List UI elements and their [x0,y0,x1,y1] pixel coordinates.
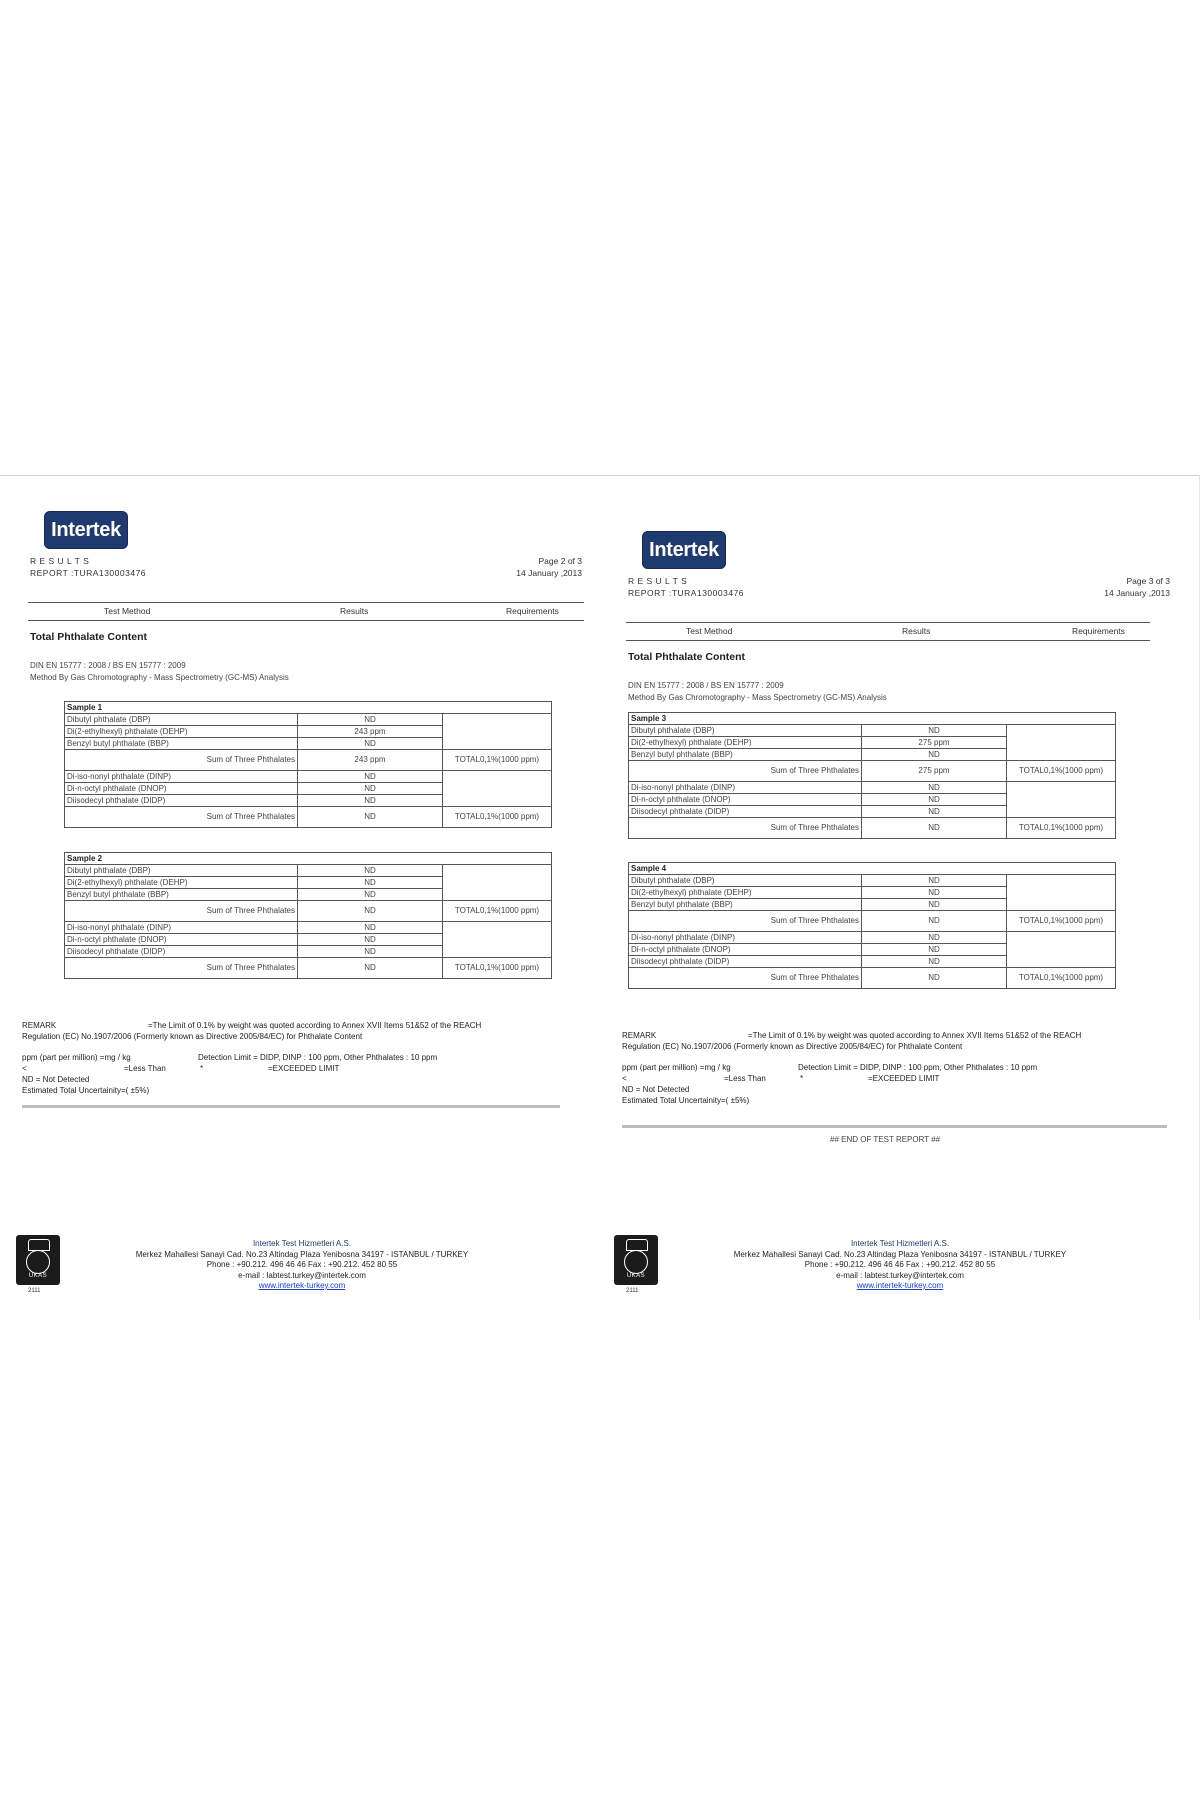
table-header [626,622,1150,641]
company-phone: Phone : +90.212. 496 46 46 Fax : +90.212. 452 80 55 [206,1260,398,1269]
requirement-cell [443,865,552,901]
compound-label: Diisodecyl phthalate (DIDP) [65,795,298,807]
compound-label: Di-n-octyl phthalate (DNOP) [65,783,298,795]
table-row [629,725,1116,737]
ppm-definition: ppm (part per million) =mg / kg [22,1053,131,1062]
report-date: 14 January ,2013 [516,568,582,578]
company-phone: Phone : +90.212. 496 46 46 Fax : +90.212. 452 80 55 [804,1260,996,1269]
method-standard: DIN EN 15777 : 2008 / BS EN 15777 : 2009 [628,681,784,690]
remark-regulation: Regulation (EC) No.1907/2006 (Formerly known as Directive 2005/84/EC) for Phthalate Content [22,1032,363,1041]
less-than-symbol: < [22,1064,27,1073]
exceeded-symbol: * [800,1074,804,1083]
result-value: ND [298,865,443,877]
result-value: ND [862,875,1007,887]
report-page-3 [620,475,1180,1320]
company-address: Merkez Mahallesi Sanayi Cad. No.23 Altindag Plaza Yenibosna 34197 - ISTANBUL / TURKEY [135,1249,469,1259]
compound-label: Dibutyl phthalate (DBP) [65,714,298,726]
sum-requirement: TOTAL0,1%(1000 ppm) [1007,911,1116,932]
result-value: ND [298,738,443,750]
detection-limit: Detection Limit = DIDP, DINP : 100 ppm, Other Phthalates : 10 ppm [198,1053,438,1062]
company-address: Merkez Mahallesi Sanayi Cad. No.23 Altindag Plaza Yenibosna 34197 - ISTANBUL / TURKEY [733,1249,1067,1259]
table-row [65,922,552,934]
sample-name: Sample 3 [629,713,1116,725]
sum-row [65,901,552,922]
sum-requirement: TOTAL0,1%(1000 ppm) [1007,968,1116,989]
company-name: Intertek Test Hizmetleri A.S. [850,1239,950,1248]
report-header-right [970,575,1170,599]
sum-requirement: TOTAL0,1%(1000 ppm) [443,807,552,828]
sum-value: 275 ppm [862,761,1007,782]
sum-requirement: TOTAL0,1%(1000 ppm) [1007,818,1116,839]
nd-definition: ND = Not Detected [622,1085,690,1094]
result-value: 275 ppm [862,737,1007,749]
remark-regulation: Regulation (EC) No.1907/2006 (Formerly known as Directive 2005/84/EC) for Phthalate Content [622,1042,963,1051]
report-date: 14 January ,2013 [1104,588,1170,598]
compound-label: Dibutyl phthalate (DBP) [65,865,298,877]
compound-label: Di-n-octyl phthalate (DNOP) [629,794,862,806]
sum-value: ND [298,901,443,922]
col-test-method: Test Method [104,606,151,616]
sum-requirement: TOTAL0,1%(1000 ppm) [443,901,552,922]
result-value: ND [862,932,1007,944]
sum-label: Sum of Three Phthalates [629,911,862,932]
compound-label: Diisodecyl phthalate (DIDP) [629,956,862,968]
company-name: Intertek Test Hizmetleri A.S. [252,1239,352,1248]
sample-table [628,862,1116,989]
detection-limit: Detection Limit = DIDP, DINP : 100 ppm, Other Phthalates : 10 ppm [798,1063,1038,1072]
sum-row [65,750,552,771]
company-email: e-mail : labtest.turkey@intertek.com [238,1270,366,1280]
method-description: Method By Gas Chromotography - Mass Spectrometry (GC-MS) Analysis [628,693,887,702]
requirement-cell [1007,875,1116,911]
sum-value: ND [298,807,443,828]
requirement-cell [1007,782,1116,818]
col-requirements: Requirements [1072,626,1125,636]
compound-label: Di-iso-nonyl phthalate (DINP) [629,782,862,794]
table-row [629,932,1116,944]
compound-label: Di(2-ethylhexyl) phthalate (DEHP) [65,877,298,889]
result-value: ND [862,782,1007,794]
exceeded-text: =EXCEEDED LIMIT [268,1064,340,1073]
sum-label: Sum of Three Phthalates [629,818,862,839]
section-title: Total Phthalate Content [628,651,746,663]
method-description: Method By Gas Chromotography - Mass Spectrometry (GC-MS) Analysis [30,673,289,682]
test-method [30,660,289,684]
exceeded-text: =EXCEEDED LIMIT [868,1074,940,1083]
compound-label: Di-n-octyl phthalate (DNOP) [629,944,862,956]
table-row [65,771,552,783]
method-standard: DIN EN 15777 : 2008 / BS EN 15777 : 2009 [30,661,186,670]
col-requirements: Requirements [506,606,559,616]
requirement-cell [443,771,552,807]
result-value: ND [862,794,1007,806]
sum-label: Sum of Three Phthalates [65,750,298,771]
uncertainty: Estimated Total Uncertainity=( ±5%) [22,1086,150,1095]
remark-block [22,1020,582,1096]
compound-label: Di-iso-nonyl phthalate (DINP) [65,771,298,783]
result-value: 243 ppm [298,726,443,738]
result-value: ND [862,887,1007,899]
result-value: ND [862,806,1007,818]
footer-contact [72,1239,532,1292]
ukas-logo [16,1235,60,1285]
result-value: ND [862,956,1007,968]
remark-block [622,1030,1182,1106]
sum-label: Sum of Three Phthalates [65,958,298,979]
compound-label: Di-iso-nonyl phthalate (DINP) [629,932,862,944]
ukas-emblem-icon [624,1250,648,1274]
report-header-left [30,555,146,579]
result-value: ND [298,771,443,783]
exceeded-symbol: * [200,1064,204,1073]
nd-definition: ND = Not Detected [22,1075,90,1084]
page-number: Page 3 of 3 [1126,576,1170,586]
sum-row [65,958,552,979]
intertek-logo: Intertek [44,511,128,549]
requirement-cell [443,922,552,958]
uncertainty: Estimated Total Uncertainity=( ±5%) [622,1096,750,1105]
less-than-symbol: < [622,1074,627,1083]
result-value: ND [298,946,443,958]
result-value: ND [298,889,443,901]
sum-label: Sum of Three Phthalates [629,968,862,989]
table-row [629,875,1116,887]
result-value: ND [298,922,443,934]
remark-text: =The Limit of 0.1% by weight was quoted according to Annex XVII Items 51&52 of the REACH [748,1031,1082,1040]
requirement-cell [443,714,552,750]
report-header-right [382,555,582,579]
page-number: Page 2 of 3 [538,556,582,566]
table-row [65,714,552,726]
ppm-definition: ppm (part per million) =mg / kg [622,1063,731,1072]
sum-label: Sum of Three Phthalates [629,761,862,782]
ukas-label: UKAS [28,1273,48,1279]
sum-value: ND [862,968,1007,989]
result-value: ND [298,877,443,889]
compound-label: Di(2-ethylhexyl) phthalate (DEHP) [629,737,862,749]
compound-label: Benzyl butyl phthalate (BBP) [65,738,298,750]
result-value: ND [298,783,443,795]
compound-label: Benzyl butyl phthalate (BBP) [629,899,862,911]
sum-row [65,807,552,828]
compound-label: Di-n-octyl phthalate (DNOP) [65,934,298,946]
result-value: ND [298,714,443,726]
ukas-label: UKAS [626,1273,646,1279]
sum-row [629,818,1116,839]
footer-contact [670,1239,1130,1292]
sum-value: ND [862,911,1007,932]
sample-table [64,701,552,828]
sum-label: Sum of Three Phthalates [65,901,298,922]
sample-table [628,712,1116,839]
remark-text: =The Limit of 0.1% by weight was quoted according to Annex XVII Items 51&52 of the REACH [148,1021,482,1030]
sum-requirement: TOTAL0,1%(1000 ppm) [443,958,552,979]
sum-requirement: TOTAL0,1%(1000 ppm) [443,750,552,771]
col-test-method: Test Method [686,626,733,636]
report-header-left [628,575,744,599]
compound-label: Di(2-ethylhexyl) phthalate (DEHP) [65,726,298,738]
compound-label: Diisodecyl phthalate (DIDP) [629,806,862,818]
ukas-number: 2111 [28,1288,41,1294]
intertek-logo: Intertek [642,531,726,569]
divider-line [22,1105,560,1108]
table-header [28,602,584,621]
sum-value: ND [862,818,1007,839]
table-row [65,865,552,877]
compound-label: Dibutyl phthalate (DBP) [629,875,862,887]
end-of-report: ## END OF TEST REPORT ## [830,1135,941,1144]
sample-name: Sample 2 [65,853,552,865]
sum-value: 243 ppm [298,750,443,771]
results-label: R E S U L T S [628,576,688,586]
report-number: REPORT :TURA130003476 [628,588,745,598]
compound-label: Benzyl butyl phthalate (BBP) [629,749,862,761]
company-email: e-mail : labtest.turkey@intertek.com [836,1270,964,1280]
result-value: ND [862,725,1007,737]
ukas-logo [614,1235,658,1285]
col-results: Results [902,626,931,636]
sum-row [629,761,1116,782]
compound-label: Dibutyl phthalate (DBP) [629,725,862,737]
result-value: ND [298,795,443,807]
compound-label: Di(2-ethylhexyl) phthalate (DEHP) [629,887,862,899]
less-than-text: =Less Than [724,1074,766,1083]
test-method [628,680,887,704]
requirement-cell [1007,932,1116,968]
requirement-cell [1007,725,1116,761]
report-page-2 [22,475,582,1320]
compound-label: Diisodecyl phthalate (DIDP) [65,946,298,958]
report-number: REPORT :TURA130003476 [30,568,147,578]
less-than-text: =Less Than [124,1064,166,1073]
sample-table [64,852,552,979]
compound-label: Benzyl butyl phthalate (BBP) [65,889,298,901]
ukas-emblem-icon [26,1250,50,1274]
company-website-link[interactable]: www.intertek-turkey.com [258,1281,346,1290]
result-value: ND [298,934,443,946]
results-label: R E S U L T S [30,556,90,566]
compound-label: Di-iso-nonyl phthalate (DINP) [65,922,298,934]
section-title: Total Phthalate Content [30,631,148,643]
sample-name: Sample 4 [629,863,1116,875]
sum-requirement: TOTAL0,1%(1000 ppm) [1007,761,1116,782]
divider-line [622,1125,1167,1128]
remark-label: REMARK [22,1021,57,1030]
remark-label: REMARK [622,1031,657,1040]
sum-label: Sum of Three Phthalates [65,807,298,828]
sum-value: ND [298,958,443,979]
result-value: ND [862,749,1007,761]
ukas-number: 2111 [626,1288,639,1294]
result-value: ND [862,944,1007,956]
result-value: ND [862,899,1007,911]
company-website-link[interactable]: www.intertek-turkey.com [856,1281,944,1290]
table-row [629,782,1116,794]
sum-row [629,968,1116,989]
sum-row [629,911,1116,932]
col-results: Results [340,606,369,616]
sample-name: Sample 1 [65,702,552,714]
